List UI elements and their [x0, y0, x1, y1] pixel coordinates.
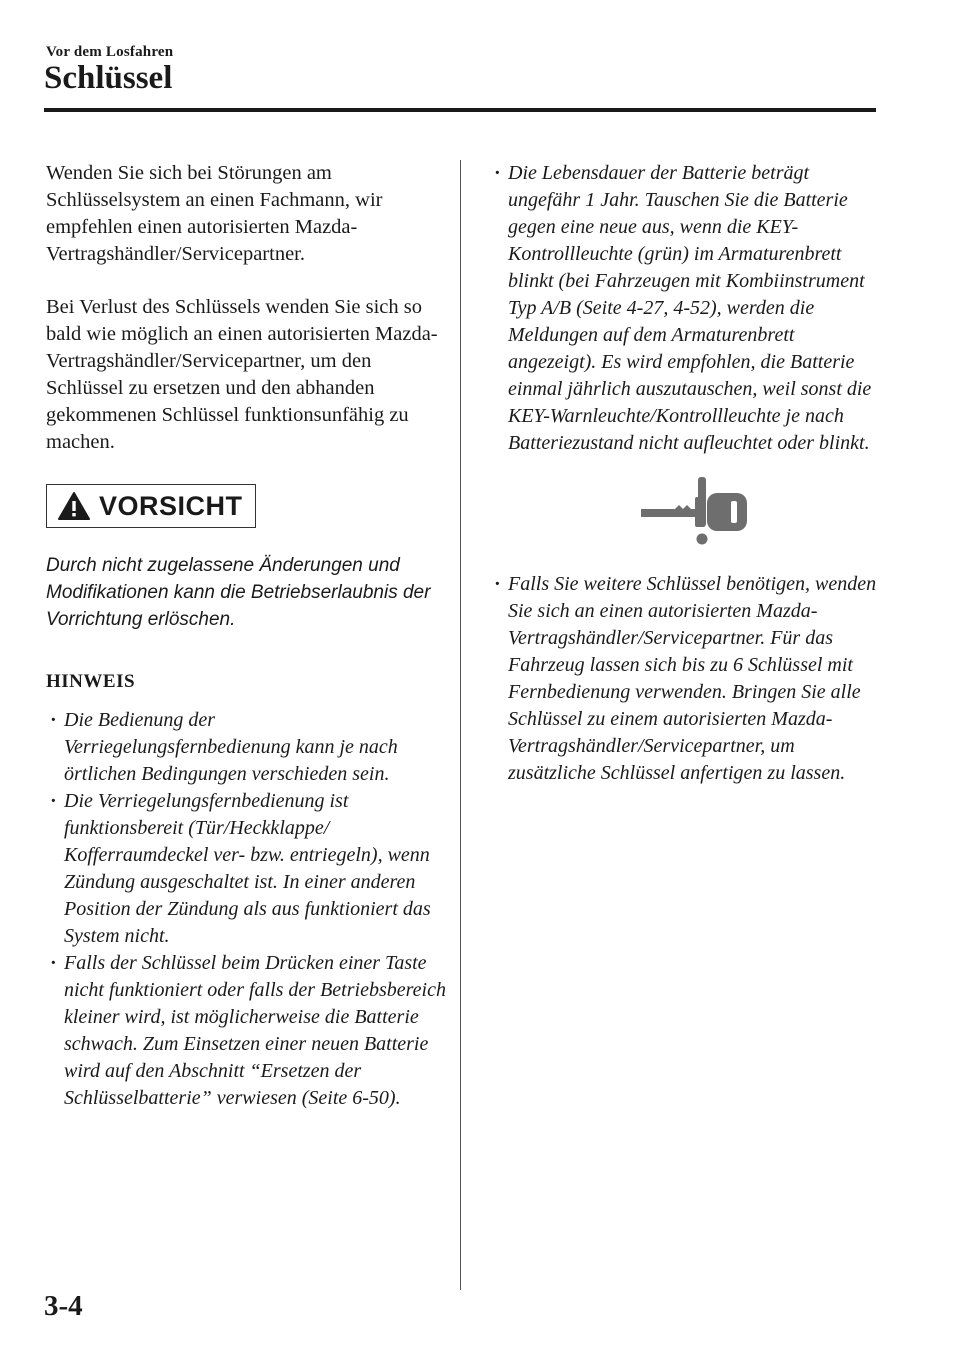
note-item — [46, 788, 446, 950]
note-item-text: Die Bedienung der Verriegelungsfernbedienung kann je nach örtlichen Bedingungen verschieden sein. — [64, 709, 398, 785]
page-number: 3-4 — [44, 1290, 83, 1322]
caution-label: VORSICHT — [99, 490, 243, 521]
note-item-text: Die Lebensdauer der Batterie beträgt ungefähr 1 Jahr. Tauschen Sie die Batterie gegen eine neue aus, wenn die KEY-Kontrollleuchte (grün) im Armaturenbrett blinkt (bei Fahrzeugen mit Kombiinstrument Typ A/B (Seite 4-27, 4-52), werden die Meldungen auf dem Armaturenbrett angezeigt). Es wird empfohlen, die Batterie einmal jährlich auszutauschen, weil sonst die KEY-Warnleuchte/Kontrollleuchte je nach Batteriezustand nicht aufleuchtet oder blinkt. — [508, 162, 872, 454]
note-list-continued-2 — [490, 571, 880, 787]
note-item-text: Die Verriegelungsfernbedienung ist funktionsbereit (Tür/Heckklappe/ Kofferraumdeckel ver- bzw. entriegeln), wenn Zündung ausgeschaltet ist. In einer anderen Position der Zündung als aus funktioniert das System nicht. — [64, 790, 431, 947]
left-column — [46, 160, 446, 1112]
note-item — [490, 571, 880, 787]
bullet-dot: · — [50, 709, 57, 731]
section-label: Vor dem Losfahren — [46, 44, 174, 60]
chapter-title: Schlüssel — [44, 60, 173, 96]
bullet-dot: · — [494, 573, 501, 595]
note-heading: HINWEIS — [46, 671, 136, 692]
caution-box — [46, 484, 256, 528]
note-item-text: Falls Sie weitere Schlüssel benötigen, wenden Sie sich an einen autorisierten Mazda-Vertragshändler/Servicepartner. Für das Fahrzeug lassen sich bis zu 6 Schlüssel mit Fernbedienung verwenden. Bringen Sie alle Schlüssel zu einem autorisierten Mazda-Vertragshändler/Servicepartner, um zusätzliche Schlüssel anfertigen zu lassen. — [508, 573, 877, 784]
note-list-continued — [490, 160, 880, 457]
note-item — [46, 950, 446, 1112]
bullet-dot: · — [50, 952, 57, 974]
column-divider — [460, 160, 461, 1290]
note-item — [490, 160, 880, 457]
paragraph-malfunction: Wenden Sie sich bei Störungen am Schlüsselsystem an einen Fachmann, wir empfehlen einen autorisierten Mazda-Vertragshändler/Servicepartner. — [46, 162, 383, 265]
bullet-dot: · — [494, 162, 501, 184]
note-list — [46, 707, 446, 1112]
key-indicator-figure — [490, 475, 880, 549]
note-item — [46, 707, 446, 788]
key-warning-indicator-icon — [635, 475, 765, 549]
header-rule — [44, 108, 876, 112]
caution-text: Durch nicht zugelassene Änderungen und Modifikationen kann die Betriebserlaubnis der Vorrichtung erlöschen. — [46, 555, 431, 630]
note-item-text: Falls der Schlüssel beim Drücken einer Taste nicht funktioniert oder falls der Betriebsbereich kleiner wird, ist möglicherweise die Batterie schwach. Zum Einsetzen einer neuen Batterie wird auf den Abschnitt “Ersetzen der Schlüsselbatterie” verwiesen (Seite 6-50). — [64, 952, 446, 1109]
bullet-dot: · — [50, 790, 57, 812]
paragraph-key-loss: Bei Verlust des Schlüssels wenden Sie sich so bald wie möglich an einen autorisierten Mazda-Vertragshändler/Servicepartner, um den Schlüssel zu ersetzen und den abhanden gekommenen Schlüssel funktionsunfähig zu machen. — [46, 296, 438, 453]
warning-triangle-icon — [57, 491, 91, 521]
right-column — [490, 160, 880, 787]
